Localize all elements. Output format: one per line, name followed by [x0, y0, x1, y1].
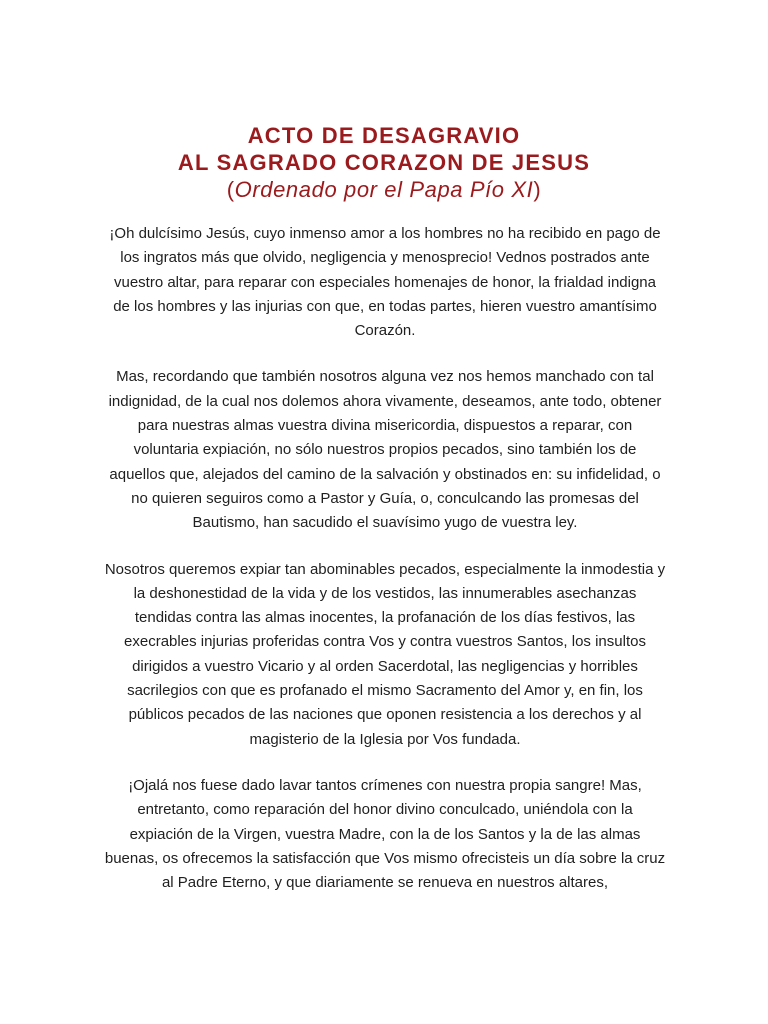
- paragraph-1: ¡Oh dulcísimo Jesús, cuyo inmenso amor a los hombres no ha recibido en pago de los ingratos más que olvido, negligencia y menosprecio! Vednos postrados ante vuestro altar, para reparar con especiales homenajes de honor, la frialdad indigna de los hombres y las injurias con que, en todas partes, hieren vuestro amantísimo Corazón.: [109, 225, 661, 340]
- subtitle-text: Ordenado por el Papa Pío XI: [234, 177, 534, 202]
- paragraph-3: Nosotros queremos expiar tan abominables pecados, especialmente la inmodestia y la deshonestidad de la vida y de los vestidos, las innumerables asechanzas tendidas contra las almas inocentes, la profanación de los días festivos, las execrables injurias proferidas contra Vos y contra vuestros Santos, los insultos dirigidos a vuestro Vicario y al orden Sacerdotal, las negligencias y horribles sacrilegios con que es profanado el mismo Sacramento del Amor y, en fin, los públicos pecados de las naciones que oponen resistencia a los derechos y al magisterio de la Iglesia por Vos fundada.: [104, 560, 666, 748]
- subtitle-open-paren: (: [226, 177, 235, 202]
- paragraph-2: Mas, recordando que también nosotros alguna vez nos hemos manchado con tal indignidad, de la cual nos dolemos ahora vivamente, deseamos, ante todo, obtener para nuestras almas vuestra divina misericordia, dispuestos a reparar, con voluntaria expiación, no sólo nuestros propios pecados, sino también los de aquellos que, alejados del camino de la salvación y obstinados en: su infidelidad, o no quieren seguiros como a Pastor y Guía, o, conculcando las promesas del Bautismo, han sacudido el suavísimo yugo de vuestra ley.: [108, 368, 662, 532]
- title-line-1: ACTO DE DESAGRAVIO: [247, 123, 521, 148]
- document-heading: [0, 122, 768, 203]
- subtitle: [0, 176, 768, 203]
- paragraph-4: ¡Ojalá nos fuese dado lavar tantos crímenes con nuestra propia sangre! Mas, entretanto, como reparación del honor divino conculcado, uniéndola con la expiación de la Virgen, vuestra Madre, con la de los Santos y la de las almas buenas, os ofrecemos la satisfacción que Vos mismo ofrecisteis un día sobre la cruz al Padre Eterno, y que diariamente se renueva en nuestros altares,: [104, 776, 666, 892]
- title-line-2: AL SAGRADO CORAZON DE JESUS: [177, 150, 591, 175]
- document-body: [104, 222, 666, 917]
- subtitle-close-paren: ): [533, 177, 542, 202]
